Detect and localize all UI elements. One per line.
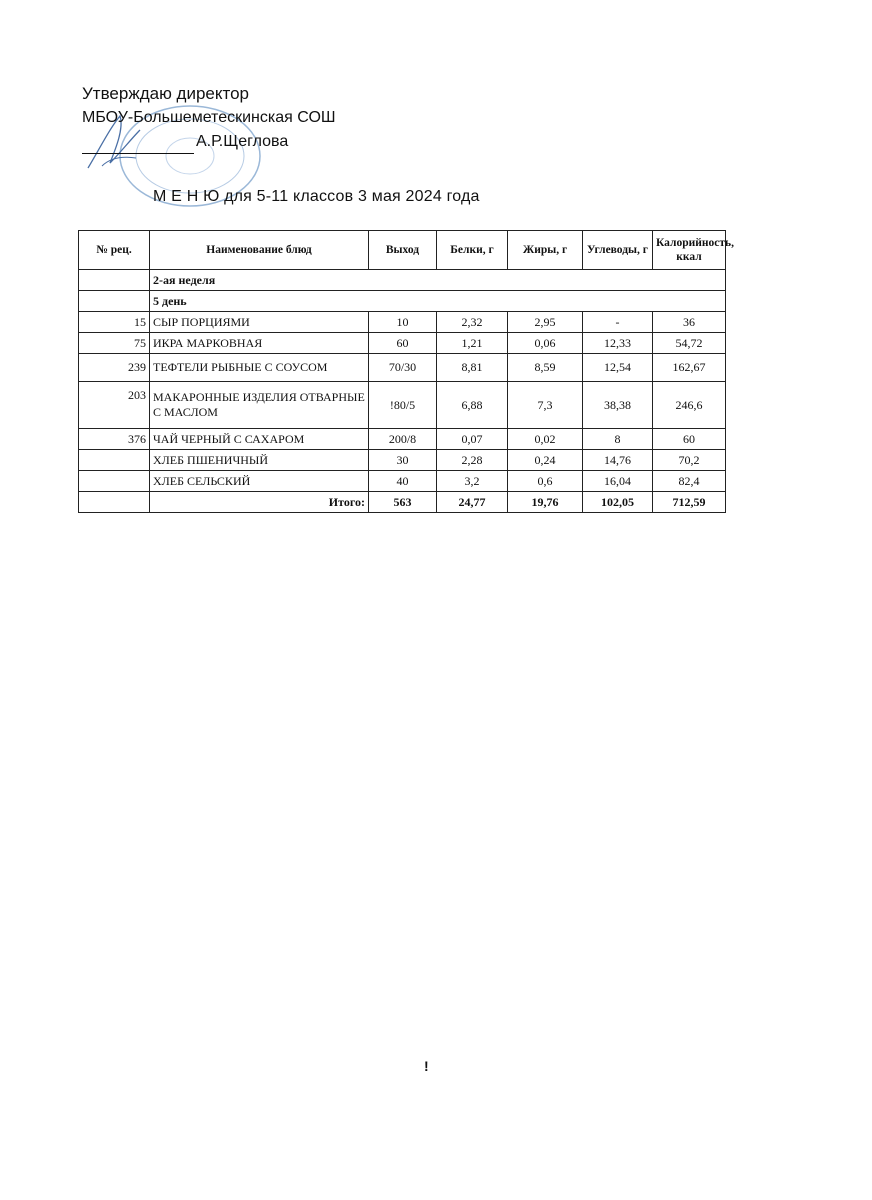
header-rec: № рец.	[79, 231, 150, 270]
fat-cell: 0,02	[508, 429, 583, 450]
dish-name: СЫР ПОРЦИЯМИ	[150, 312, 369, 333]
kcal-cell: 60	[653, 429, 726, 450]
total-row	[79, 492, 726, 513]
fat-cell: 0,06	[508, 333, 583, 354]
empty-cell	[79, 291, 150, 312]
footer-mark: !	[424, 1058, 429, 1074]
protein-cell: 2,32	[437, 312, 508, 333]
kcal-cell: 162,67	[653, 354, 726, 382]
table-row	[79, 312, 726, 333]
approval-block	[82, 82, 336, 154]
output-cell: !80/5	[369, 382, 437, 429]
total-fat: 19,76	[508, 492, 583, 513]
carbs-cell: -	[583, 312, 653, 333]
fat-cell: 2,95	[508, 312, 583, 333]
protein-cell: 8,81	[437, 354, 508, 382]
output-cell: 60	[369, 333, 437, 354]
empty-cell	[79, 492, 150, 513]
header-output: Выход	[369, 231, 437, 270]
table-row	[79, 450, 726, 471]
dish-name: ТЕФТЕЛИ РЫБНЫЕ С СОУСОМ	[150, 354, 369, 382]
signature-blank	[82, 135, 194, 154]
carbs-cell: 14,76	[583, 450, 653, 471]
dish-name: ЧАЙ ЧЕРНЫЙ С САХАРОМ	[150, 429, 369, 450]
kcal-cell: 36	[653, 312, 726, 333]
fat-cell: 0,24	[508, 450, 583, 471]
protein-cell: 2,28	[437, 450, 508, 471]
carbs-cell: 38,38	[583, 382, 653, 429]
rec-cell: 15	[79, 312, 150, 333]
empty-cell	[79, 270, 150, 291]
menu-title: М Е Н Ю для 5-11 классов 3 мая 2024 года	[153, 188, 480, 205]
rec-cell	[79, 471, 150, 492]
kcal-cell: 82,4	[653, 471, 726, 492]
protein-cell: 0,07	[437, 429, 508, 450]
table-header-row	[79, 231, 726, 270]
output-cell: 10	[369, 312, 437, 333]
fat-cell: 0,6	[508, 471, 583, 492]
rec-cell: 75	[79, 333, 150, 354]
rec-cell: 203	[79, 382, 150, 429]
rec-cell	[79, 450, 150, 471]
week-row	[79, 270, 726, 291]
day-label: 5 день	[150, 291, 726, 312]
header-name: Наименование блюд	[150, 231, 369, 270]
carbs-cell: 16,04	[583, 471, 653, 492]
menu-table	[78, 230, 734, 513]
header-carbs: Углеводы, г	[583, 231, 653, 270]
carbs-cell: 12,54	[583, 354, 653, 382]
table-row	[79, 354, 726, 382]
fat-cell: 7,3	[508, 382, 583, 429]
total-label: Итого:	[150, 492, 369, 513]
kcal-cell: 70,2	[653, 450, 726, 471]
carbs-cell: 8	[583, 429, 653, 450]
total-kcal: 712,59	[653, 492, 726, 513]
dish-name: МАКАРОННЫЕ ИЗДЕЛИЯ ОТВАРНЫЕ С МАСЛОМ	[150, 382, 369, 429]
protein-cell: 3,2	[437, 471, 508, 492]
output-cell: 200/8	[369, 429, 437, 450]
day-row	[79, 291, 726, 312]
rec-cell: 239	[79, 354, 150, 382]
table-row	[79, 429, 726, 450]
protein-cell: 6,88	[437, 382, 508, 429]
signature-line	[82, 130, 336, 154]
dish-name: ИКРА МАРКОВНАЯ	[150, 333, 369, 354]
kcal-cell: 54,72	[653, 333, 726, 354]
school-name: МБОУ-Большеметескинская СОШ	[82, 109, 336, 126]
output-cell: 70/30	[369, 354, 437, 382]
week-label: 2-ая неделя	[150, 270, 726, 291]
output-cell: 40	[369, 471, 437, 492]
dish-name: ХЛЕБ СЕЛЬСКИЙ	[150, 471, 369, 492]
carbs-cell: 12,33	[583, 333, 653, 354]
total-output: 563	[369, 492, 437, 513]
output-cell: 30	[369, 450, 437, 471]
approval-title: Утверждаю директор	[82, 84, 250, 103]
rec-cell: 376	[79, 429, 150, 450]
protein-cell: 1,21	[437, 333, 508, 354]
dish-name: ХЛЕБ ПШЕНИЧНЫЙ	[150, 450, 369, 471]
total-protein: 24,77	[437, 492, 508, 513]
signer-name: А.Р.Щеглова	[196, 133, 289, 150]
kcal-cell: 246,6	[653, 382, 726, 429]
header-kcal: Калорийность, ккал	[653, 231, 726, 270]
table-row	[79, 382, 726, 429]
table-row	[79, 471, 726, 492]
fat-cell: 8,59	[508, 354, 583, 382]
table-row	[79, 333, 726, 354]
total-carbs: 102,05	[583, 492, 653, 513]
header-fat: Жиры, г	[508, 231, 583, 270]
header-protein: Белки, г	[437, 231, 508, 270]
